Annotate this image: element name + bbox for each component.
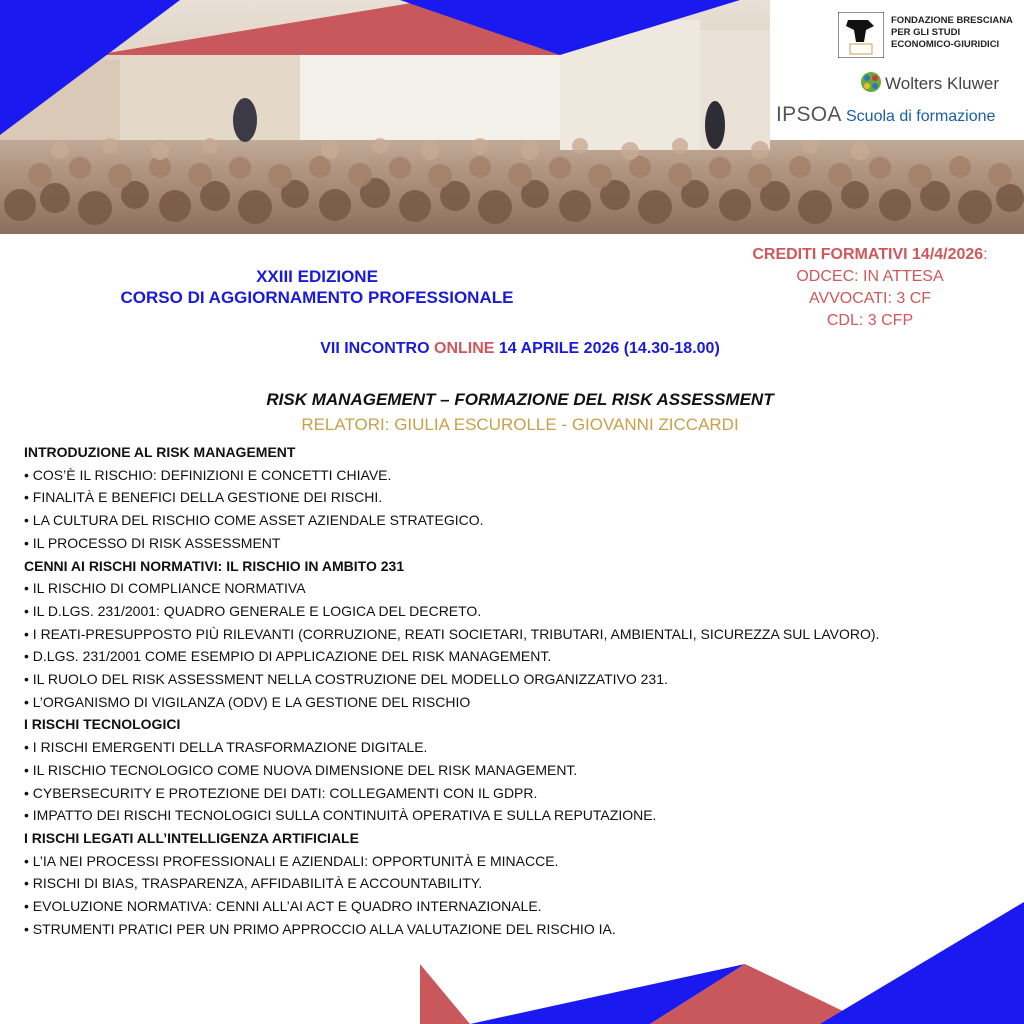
course-header bbox=[0, 266, 634, 308]
meeting-date: 14 APRILE 2026 (14.30-18.00) bbox=[494, 340, 720, 357]
fondazione-logo-mark bbox=[838, 12, 884, 58]
section-heading: INTRODUZIONE AL RISK MANAGEMENT bbox=[24, 444, 296, 460]
meeting-info bbox=[0, 340, 1024, 358]
edition-title: XXIII EDIZIONE bbox=[256, 267, 378, 286]
list-item: • CYBERSECURITY E PROTEZIONE DEI DATI: COLLEGAMENTI CON IL GDPR. bbox=[24, 784, 538, 801]
list-item: • LA CULTURA DEL RISCHIO COME ASSET AZIENDALE STRATEGICO. bbox=[24, 512, 484, 529]
list-item: • L’IA NEI PROCESSI PROFESSIONALI E AZIENDALI: OPPORTUNITÀ E MINACCE. bbox=[24, 852, 559, 869]
list-item: • IL RUOLO DEL RISK ASSESSMENT NELLA COSTRUZIONE DEL MODELLO ORGANIZZATIVO 231. bbox=[24, 671, 668, 688]
meeting-mode: ONLINE bbox=[434, 340, 495, 357]
course-title: CORSO DI AGGIORNAMENTO PROFESSIONALE bbox=[120, 288, 514, 307]
meeting-prefix: VII INCONTRO bbox=[320, 340, 434, 357]
list-item: • IL RISCHIO TECNOLOGICO COME NUOVA DIMENSIONE DEL RISK MANAGEMENT. bbox=[24, 761, 578, 778]
credits-title-line bbox=[736, 244, 1004, 266]
list-item: • L’ORGANISMO DI VIGILANZA (ODV) E LA GESTIONE DEL RISCHIO bbox=[24, 693, 471, 710]
fondazione-line1: FONDAZIONE BRESCIANA bbox=[891, 15, 1013, 26]
list-item: • I RISCHI EMERGENTI DELLA TRASFORMAZIONE DIGITALE. bbox=[24, 739, 428, 756]
program-list bbox=[24, 441, 904, 940]
list-item: • RISCHI DI BIAS, TRASPARENZA, AFFIDABILITÀ E ACCOUNTABILITY. bbox=[24, 875, 483, 892]
list-item: • IMPATTO DEI RISCHI TECNOLOGICI SULLA CONTINUITÀ OPERATIVA E SULLA REPUTAZIONE. bbox=[24, 807, 657, 824]
bottom-decoration bbox=[0, 880, 1024, 1024]
list-item: • STRUMENTI PRATICI PER UN PRIMO APPROCCIO ALLA VALUTAZIONE DEL RISCHIO IA. bbox=[24, 920, 616, 937]
ipsoa-name: IPSOA bbox=[776, 103, 842, 126]
list-item: • COS’È IL RISCHIO: DEFINIZIONI E CONCETTI CHIAVE. bbox=[24, 466, 392, 483]
list-item: • IL RISCHIO DI COMPLIANCE NORMATIVA bbox=[24, 580, 306, 597]
credits-title-suffix: : bbox=[983, 246, 988, 263]
section-heading: I RISCHI TECNOLOGICI bbox=[24, 716, 181, 733]
credits-odcec: ODCEC: IN ATTESA bbox=[796, 268, 944, 285]
list-item: • IL D.LGS. 231/2001: QUADRO GENERALE E LOGICA DEL DECRETO. bbox=[24, 602, 482, 619]
ipsoa-tagline: Scuola di formazione bbox=[846, 108, 996, 125]
credits-cdl: CDL: 3 CFP bbox=[826, 312, 914, 329]
credits-avvocati: AVVOCATI: 3 CF bbox=[808, 290, 932, 307]
section-heading: CENNI AI RISCHI NORMATIVI: IL RISCHIO IN AMBITO 231 bbox=[24, 557, 405, 574]
list-item: • I REATI-PRESUPPOSTO PIÙ RILEVANTI (CORRUZIONE, REATI SOCIETARI, TRIBUTARI, AMBIENTALI, SICUREZZA SUL LAVORO). bbox=[24, 625, 880, 642]
section-heading: I RISCHI LEGATI ALL’INTELLIGENZA ARTIFICIALE bbox=[24, 829, 359, 846]
list-item: • D.LGS. 231/2001 COME ESEMPIO DI APPLICAZIONE DEL RISK MANAGEMENT. bbox=[24, 648, 552, 665]
speakers-line: RELATORI: GIULIA ESCUROLLE - GIOVANNI ZICCARDI bbox=[301, 415, 739, 434]
fondazione-name bbox=[891, 15, 1021, 51]
wolters-kluwer-name: Wolters Kluwer bbox=[885, 74, 999, 93]
wolters-kluwer-logo-icon bbox=[860, 71, 882, 93]
fondazione-line3: ECONOMICO-GIURIDICI bbox=[891, 39, 1000, 50]
list-item: • IL PROCESSO DI RISK ASSESSMENT bbox=[24, 534, 281, 551]
list-item: • EVOLUZIONE NORMATIVA: CENNI ALL’AI ACT E QUADRO INTERNAZIONALE. bbox=[24, 898, 542, 915]
topic-title: RISK MANAGEMENT – FORMAZIONE DEL RISK ASSESSMENT bbox=[266, 390, 774, 409]
credits-title: CREDITI FORMATIVI 14/4/2026 bbox=[752, 246, 984, 263]
fondazione-line2: PER GLI STUDI bbox=[891, 27, 961, 38]
credits-box bbox=[736, 244, 1004, 332]
list-item: • FINALITÀ E BENEFICI DELLA GESTIONE DEI RISCHI. bbox=[24, 489, 383, 506]
